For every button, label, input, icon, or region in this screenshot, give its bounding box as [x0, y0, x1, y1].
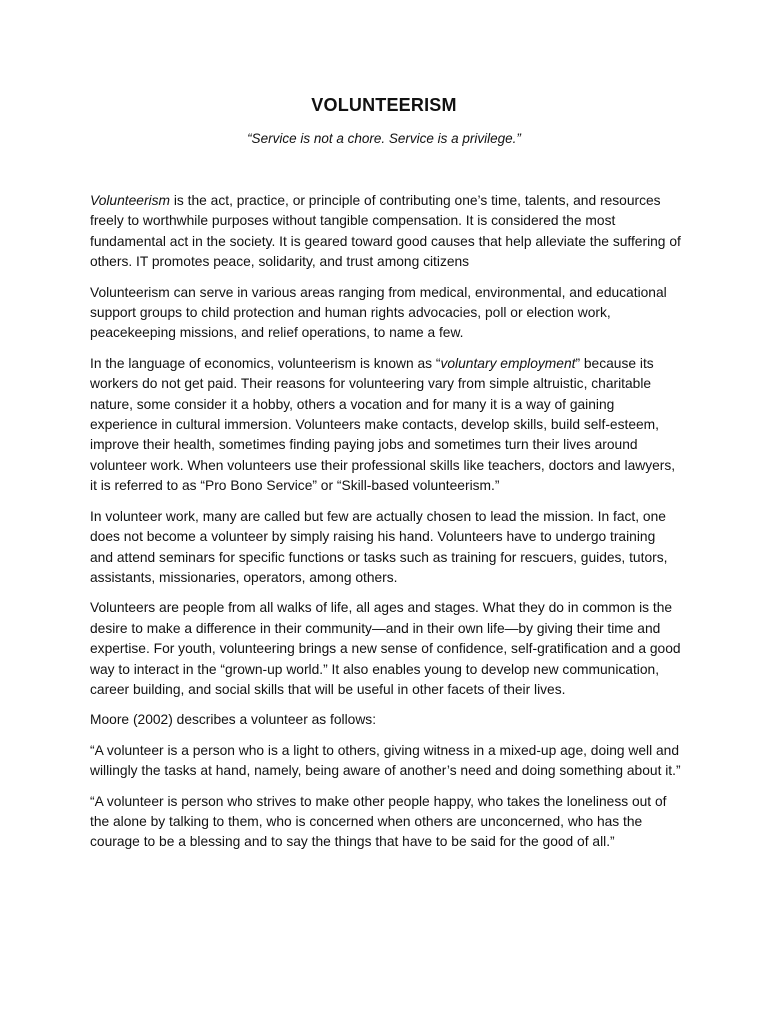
paragraph-moore-intro: Moore (2002) describes a volunteer as follows: — [90, 712, 377, 728]
economics-emphasis: voluntary employment — [440, 355, 576, 371]
document-body — [90, 191, 682, 863]
paragraph-quote-light: “A volunteer is a person who is a light to others, giving witness in a mixed-up age, doing well and willingly the tasks at hand, namely, being aware of another’s need and doing something about it.” — [90, 742, 681, 779]
paragraph-training: In volunteer work, many are called but few are actually chosen to lead the mission. In fact, one does not become a volunteer by simply raising his hand. Volunteers have to undergo training and attend seminars for specific functions or tasks such as training for rescuers, guides, tutors, assistants, missionaries, operators, among others. — [90, 508, 668, 585]
economics-text-after: ” because its workers do not get paid. Their reasons for volunteering vary from simple altruistic, charitable nature, some consider it a hobby, others a vocation and for many it is a way of gaining experience in cultural immersion. Volunteers make contacts, develop skills, build self-esteem, improve their health, sometimes finding paying jobs and sometimes turn their lives around volunteer work. When volunteers use their professional skills like teachers, doctors and lawyers, it is referred to as “Pro Bono Service” or “Skill-based volunteerism.” — [90, 355, 676, 494]
definition-text: is the act, practice, or principle of contributing one’s time, talents, and resources freely to worthwhile purposes without tangible compensation. It is considered the most fundamental act in the society. It is geared toward good causes that help alleviate the suffering of others. IT promotes peace, solidarity, and trust among citizens — [90, 193, 681, 270]
paragraph-people: Volunteers are people from all walks of life, all ages and stages. What they do in common is the desire to make a difference in their community—and in their own life—by giving their time and expertise. For youth, volunteering brings a new sense of confidence, self-gratification and a good way to interact in the “grown-up world.” It also enables young to develop new communication, career building, and social skills that will be useful in other facets of their lives. — [90, 600, 681, 697]
paragraph-quote-happy: “A volunteer is person who strives to make other people happy, who takes the loneliness out of the alone by talking to them, who is concerned when others are unconcerned, who has the courage to be a blessing and to say the things that have to be said for the good of all.” — [90, 793, 667, 850]
page-title: VOLUNTEERISM — [311, 95, 457, 115]
defined-term: Volunteerism — [90, 193, 171, 208]
economics-text-before: In the language of economics, volunteerism is known as “ — [90, 355, 441, 371]
paragraph-economics — [90, 354, 682, 497]
epigraph-quote: “Service is not a chore. Service is a privilege.” — [247, 131, 521, 146]
paragraph-areas: Volunteerism can serve in various areas ranging from medical, environmental, and educational support groups to child protection and human rights advocacies, poll or election work, peacekeeping missions, and relief operations, to name a few. — [90, 284, 667, 341]
paragraph-definition — [90, 191, 682, 273]
